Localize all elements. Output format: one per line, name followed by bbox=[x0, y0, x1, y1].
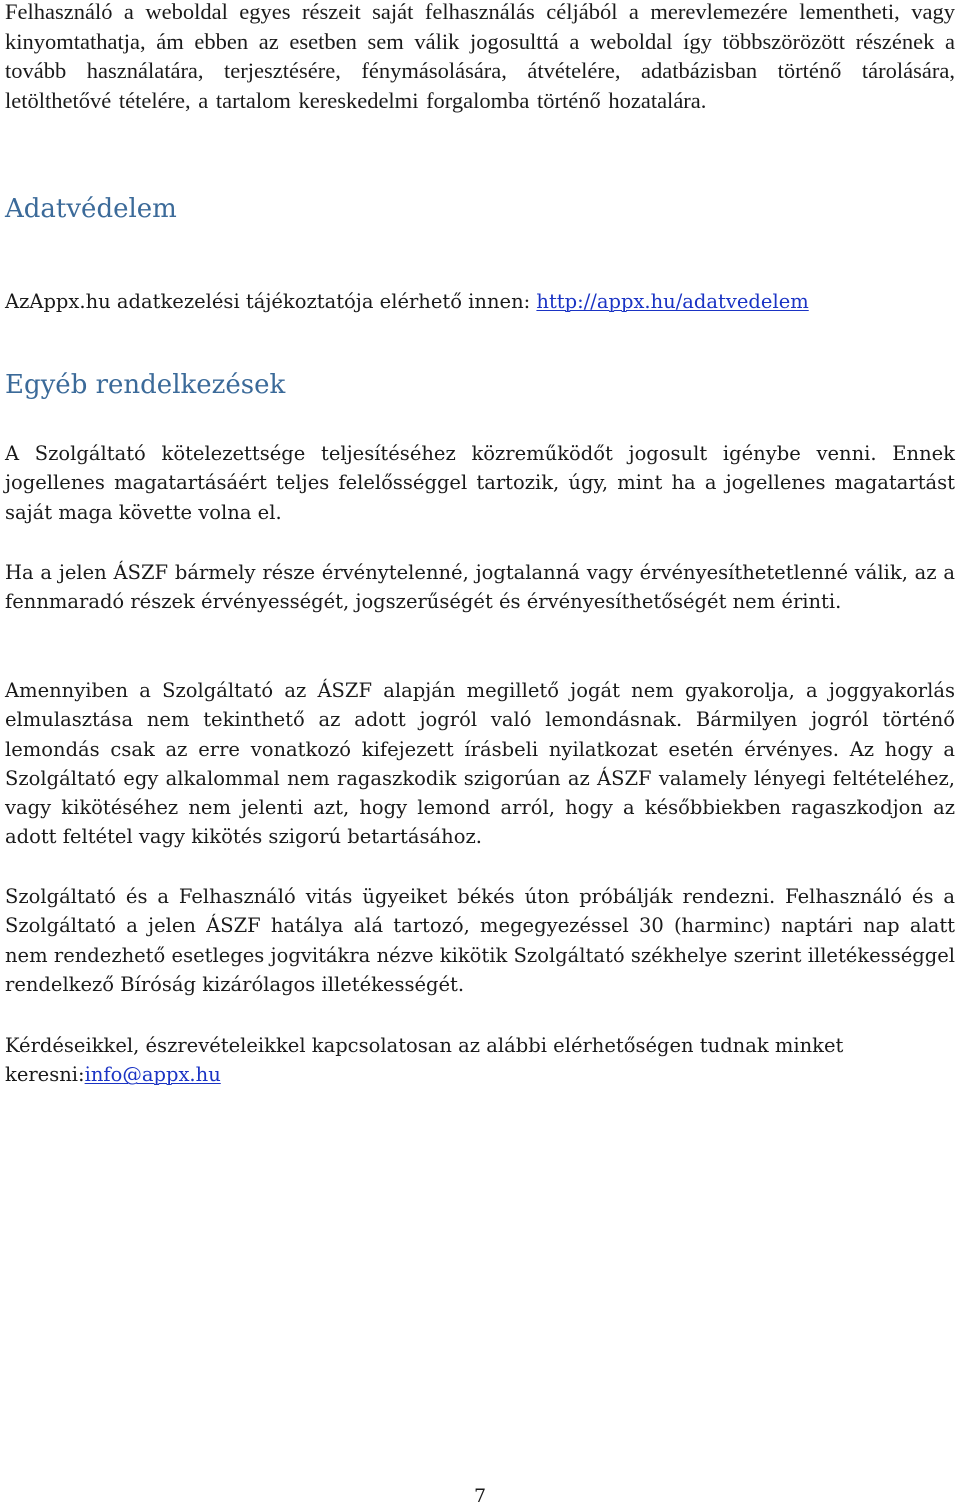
privacy-link[interactable]: http://appx.hu/adatvedelem bbox=[536, 290, 809, 313]
contact-text: Kérdéseikkel, észrevételeikkel kapcsolatosan az alábbi elérhetőségen tudnak minket keresni: bbox=[5, 1034, 844, 1087]
privacy-text: AzAppx.hu adatkezelési tájékoztatója elérhető innen: bbox=[5, 290, 537, 313]
provision-paragraph-1: A Szolgáltató kötelezettsége teljesítéséhez közreműködőt jogosult igénybe venni. Ennek jogellenes magatartásáért teljes felelősséggel tartozik, úgy, mint ha a jogellenes magatartást saját maga követte volna el. bbox=[5, 442, 955, 524]
page-number: 7 bbox=[473, 1485, 487, 1507]
provision-paragraph-3: Amennyiben a Szolgáltató az ÁSZF alapján megillető jogát nem gyakorolja, a joggyakorlás elmulasztása nem tekinthető az adott jogról való lemondásnak. Bármilyen jogról történő lemondás csak az erre vonatkozó kifejezett írásbeli nyilatkozat esetén érvényes. Az hogy a Szolgáltató egy alkalommal nem ragaszkodik szigorúan az ÁSZF valamely lényegi feltételéhez, vagy kikötéséhez nem jelenti azt, hogy lemond arról, hogy a későbbiekben ragaszkodjon az adott feltétel vagy kikötés szigorú betartásához. bbox=[5, 679, 955, 849]
provision-paragraph-2: Ha a jelen ÁSZF bármely része érvénytelenné, jogtalanná vagy érvényesíthetetlenné válik, az a fennmaradó részek érvényességét, jogszerűségét és érvényesíthetőségét nem érinti. bbox=[5, 561, 955, 614]
intro-paragraph: Felhasználó a weboldal egyes részeit saját felhasználás céljából a merevlemezére lementheti, vagy kinyomtathatja, ám ebben az esetben sem válik jogosulttá a weboldal így többszörözött részének a tovább használatára, terjesztésére, fénymásolására, átvételére, adatbázisban történő tárolására, letölthetővé tételére, a tartalom kereskedelmi forgalomba történő hozatalára. bbox=[5, 0, 955, 113]
other-provisions-heading: Egyéb rendelkezések bbox=[5, 370, 286, 400]
provision-paragraph-4: Szolgáltató és a Felhasználó vitás ügyeiket békés úton próbálják rendezni. Felhasználó és a Szolgáltató a jelen ÁSZF hatálya alá tartozó, megegyezéssel 30 (harminc) naptári nap alatt nem rendezhető esetleges jogvitákra nézve kikötik Szolgáltató székhelye szerint illetékességgel rendelkező Bíróság kizárólagos illetékességét. bbox=[5, 885, 955, 996]
privacy-paragraph bbox=[5, 287, 955, 316]
contact-paragraph bbox=[5, 1031, 955, 1090]
contact-email-link[interactable]: info@appx.hu bbox=[84, 1063, 221, 1087]
privacy-heading: Adatvédelem bbox=[5, 194, 177, 224]
